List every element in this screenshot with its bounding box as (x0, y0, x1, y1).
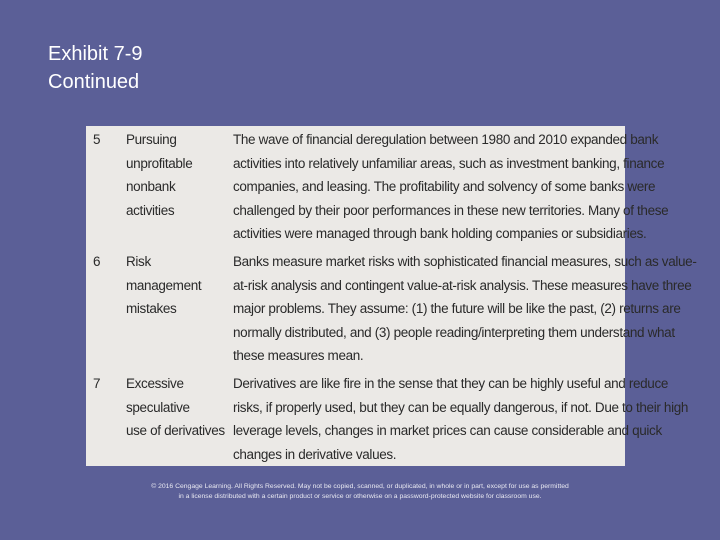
description-line: activities were managed through bank holding companies or subsidiaries. (233, 226, 647, 241)
row-topic (126, 372, 226, 443)
slide-title-line-2: Continued (48, 71, 140, 93)
slide-title (48, 40, 143, 96)
description-line: The wave of financial deregulation between 1980 and 2010 expanded bank (233, 132, 659, 147)
row-topic (126, 128, 226, 222)
row-description (233, 250, 697, 368)
slide-title-line-1: Exhibit 7-9 (48, 43, 143, 65)
exhibit-table (86, 126, 697, 466)
description-line: normally distributed, and (3) people reading/interpreting them understand what (233, 324, 675, 340)
description-line: Banks measure market risks with sophisticated financial measures, such as value- (233, 254, 697, 269)
row-description (233, 372, 689, 466)
topic-line: Excessive (126, 376, 184, 391)
topic-line: mistakes (126, 301, 177, 316)
topic-line: nonbank (126, 179, 176, 194)
topic-line: Risk (126, 254, 151, 269)
copyright-line: © 2016 Cengage Learning. All Rights Reserved. May not be copied, scanned, or duplicated, in whole or in part, except for use as permitted (151, 483, 569, 490)
topic-line: Pursuing (126, 132, 177, 147)
description-line: challenged by their poor performances in these new territories. Many of these (233, 202, 669, 218)
description-line: activities into relatively unfamiliar areas, such as investment banking, finance (233, 155, 665, 171)
topic-line: use of derivatives (126, 423, 225, 438)
description-line: Derivatives are like fire in the sense that they can be highly useful and reduce (233, 376, 669, 391)
topic-line: management (126, 277, 202, 293)
copyright-notice (60, 482, 660, 502)
row-description (233, 128, 669, 246)
description-line: at-risk analysis and contingent value-at-risk analysis. These measures have three (233, 277, 692, 293)
topic-line: unprofitable (126, 155, 193, 171)
copyright-line: in a license distributed with a certain product or service or otherwise on a password-protected website for classroom use. (178, 493, 542, 500)
row-topic (126, 250, 226, 321)
description-line: changes in derivative values. (233, 446, 397, 462)
row-number: 6 (93, 254, 101, 269)
description-line: leverage levels, changes in market prices can cause considerable and quick (233, 423, 662, 438)
topic-line: activities (126, 202, 175, 218)
topic-line: speculative (126, 399, 190, 415)
row-number: 7 (93, 376, 101, 391)
description-line: risks, if properly used, but they can be equally dangerous, if not. Due to their high (233, 399, 689, 415)
description-line: these measures mean. (233, 348, 364, 363)
description-line: major problems. They assume: (1) the future will be like the past, (2) returns are (233, 301, 681, 316)
description-line: companies, and leasing. The profitability and solvency of some banks were (233, 179, 656, 194)
row-number: 5 (93, 132, 101, 147)
